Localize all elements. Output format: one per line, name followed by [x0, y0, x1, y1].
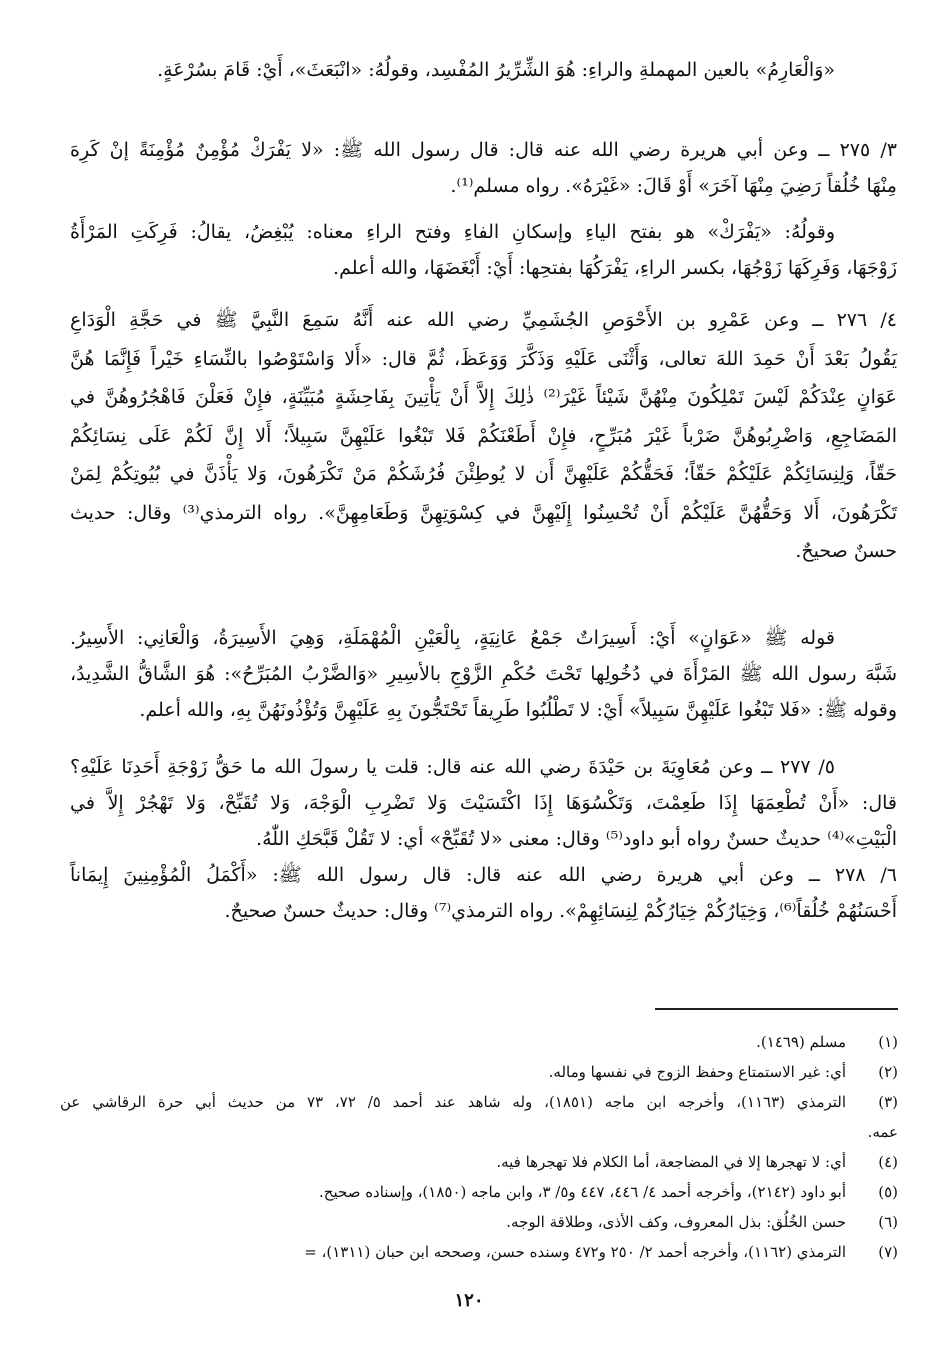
- footnote-number: (٦): [878, 1213, 898, 1231]
- paragraph: [70, 301, 897, 571]
- paragraph: [70, 620, 897, 728]
- text-line: يَقُولُ بَعْدَ أَنْ حَمِدَ اللهَ تعالى، وَأَثْنَى عَلَيْهِ وَذَكَّرَ وَوَعَظَ، ثُمَّ قال: «أَلا وَاسْتَوْصُوا بالنِّسَاءِ خَيْراً فَإِنَّمَا هُنَّ: [70, 347, 897, 370]
- text-line: ٣/ ٢٧٥ ــ وعن أبي هريرة رضي الله عنه قال: قال رسول الله ﷺ: «لا يَفْرَكْ مُؤْمِنٌ مُؤْمِنَةً إنْ كَرِهَ: [70, 139, 897, 161]
- text-line: ٤/ ٢٧٦ ــ وعن عَمْرِو بن الأَحْوَصِ الجُشَمِيِّ رضي الله عنه أَنَّهُ سَمِعَ النَّبِيَّ ﷺ في حَجَّةِ الْوَدَاعِ: [70, 309, 897, 331]
- paragraph: [70, 214, 897, 286]
- footnote-text: أي: لا تهجرها إلا في المضاجعة، أما الكلام فلا تهجرها فيه.: [496, 1153, 846, 1171]
- footnote-text: عمه.: [867, 1123, 898, 1141]
- text-line: ٥/ ٢٧٧ ــ وعن مُعَاوِيَةَ بن حَيْدَةَ رضي الله عنه قال: قلت يا رسولَ الله ما حَقُّ زَوْجَةِ أَحَدِنَا عَلَيْهِ؟: [70, 756, 835, 778]
- text-line: تَكْرَهُونَ، أَلا وَحَقُّهُنَّ عَلَيْكُمْ أَنْ تُحْسِنُوا إِلَيْهِنَّ في كِسْوَتِهِنَّ وَطَعَامِهِنَّ». رواه الترمذي⁽³⁾ وقال: حديث: [70, 501, 897, 524]
- footnote: [60, 1027, 898, 1057]
- footnote: [60, 1177, 898, 1207]
- text-line: حسنٌ صحيحٌ.: [795, 540, 897, 562]
- footnote-number: (٥): [878, 1183, 898, 1201]
- footnote-text: أبو داود (٢١٤٢)، وأخرجه أحمد ٤/ ٤٤٦، ٤٤٧ و٥/ ٣، وابن ماجه (١٨٥٠)، وإسناده صحيح.: [319, 1183, 846, 1201]
- footnote-text: الترمذي (١١٦٣)، وأخرجه ابن ماجه (١٨٥١)، وله شاهد عند أحمد ٥/ ٧٢، ٧٣ من حديث أبي حرة الرقاشي عن: [60, 1093, 847, 1111]
- footnote-text: أي: غير الاستمتاع وحفظ الزوج في نفسها وماله.: [548, 1063, 846, 1081]
- text-line: مِنْهَا خُلُقاً رَضِيَ مِنْهَا آخَرَ» أَوْ قَالَ: «غَيْرَهُ». رواه مسلم⁽¹⁾.: [450, 175, 897, 197]
- footnote-number: (١): [878, 1033, 898, 1051]
- text-line: «وَالْعَارِمُ» بالعين المهملةِ والراءِ: هُوَ الشِّرِّيرُ المُفْسِد، وقولُهُ: «انْبَعَثَ»، أَيْ: قَامَ بسُرْعَةٍ.: [157, 59, 835, 81]
- footnote-number: (٧): [878, 1243, 898, 1261]
- text-line: الْبَيْتِ»⁽⁴⁾ حديثٌ حسنٌ رواه أبو داود⁽⁵⁾ وقال: معنى «لا تُقَبِّحْ» أي: لا تَقُلْ قَبَّحَكِ اللّٰهُ.: [256, 828, 897, 850]
- paragraph: [70, 52, 897, 88]
- footnotes: [60, 1027, 898, 1267]
- footnote: [60, 1087, 898, 1117]
- footnote: [60, 1237, 898, 1267]
- paragraph: [70, 857, 897, 929]
- footnote-number: (٣): [878, 1093, 898, 1111]
- text-line: زَوْجَهَا، وَفَرِكَهَا زَوْجُهَا، بكسر الراءِ، يَفْرَكُهَا بفتحِها: أَيْ: أَبْغَضَهَا، والله أعلم.: [333, 257, 897, 279]
- text-line: وقوله ﷺ: «فَلا تَبْغُوا عَلَيْهِنَّ سَبِيلاً» أَيْ: لا تَطْلُبُوا طَرِيقاً تَحْتَجُّونَ بِهِ عَلَيْهِنَّ وَتُؤْذُونَهُنَّ بِهِ، والله أعلم.: [139, 699, 897, 721]
- text-line: ٦/ ٢٧٨ ــ وعن أبي هريرة رضي الله عنه قال: قال رسول الله ﷺ: «أَكْمَلُ الْمُؤْمِنِينَ إِيمَاناً: [70, 864, 897, 886]
- text-line: عَوَانٍ عِنْدَكُمْ لَيْسَ تَمْلِكُونَ مِنْهُنَّ شَيْئاً غَيْرَ⁽²⁾ ذٰلِكَ إِلاَّ أَنْ يَأْتِينَ بِفَاحِشَةٍ مُبَيِّنَةٍ، فإِنْ فَعَلْنَ فَاهْجُرُوهُنَّ في: [70, 386, 897, 408]
- text-line: حَقّاً، وَلِنِسَائِكُمْ عَلَيْكُمْ حَقّاً؛ فَحَقُّكُمْ عَلَيْهِنَّ أَن لا يُوطِئْنَ فُرُشَكُمْ مَنْ تَكْرَهُونَ، وَلا يَأْذَنَّ في بُيُوتِكُمْ لِمَنْ: [70, 463, 897, 485]
- text-line: وقولُهُ: «يَفْرَكْ» هو بفتح الياءِ وإسكانِ الفاءِ وفتح الراءِ معناه: يُبْغِضُ، يقالُ: فَرِكَتِ المَرْأَةُ: [70, 221, 835, 243]
- paragraph: [70, 132, 897, 204]
- page-number: ١٢٠: [454, 1290, 484, 1311]
- footnote-separator: [655, 1008, 898, 1010]
- footnote-text: مسلم (١٤٦٩).: [756, 1033, 846, 1051]
- footnote: [60, 1117, 898, 1147]
- footnote: [60, 1207, 898, 1237]
- footnote: [60, 1147, 898, 1177]
- text-line: أَحْسَنُهُمْ خُلُقاً⁽⁶⁾، وَخِيَارُكُمْ خِيَارُكُمْ لِنِسَائِهِمْ». رواه الترمذي⁽⁷⁾ وقال: حديثٌ حسنٌ صحيحٌ.: [224, 900, 897, 922]
- text-line: شَبَّهَ رسول الله ﷺ المَرْأَةَ في دُخُولِها تَحْتَ حُكْمِ الزَّوْجِ بالأسِيرِ «وَالضَّرْبُ المُبَرِّحُ»: هُوَ الشَّاقُّ الشَّدِيدُ،: [70, 663, 897, 685]
- text-line: قال: «أَنْ تُطْعِمَهَا إِذَا طَعِمْتَ، وَتَكْسُوَهَا إِذَا اكْتَسَيْتَ وَلا تَضْرِبِ الْوَجْهَ، وَلا تُقَبِّحْ، وَلا تَهْجُرْ إِلاَّ في: [70, 792, 897, 814]
- text-line: المَضَاجِعِ، وَاضْرِبُوهُنَّ ضَرْباً غَيْرَ مُبَرِّحٍ، فإِنْ أَطَعْنَكُمْ فَلا تَبْغُوا عَلَيْهِنَّ سَبِيلاً؛ أَلا إِنَّ لَكُمْ عَلَى نِسَائِكُمْ: [70, 424, 897, 447]
- paragraph: [70, 749, 897, 857]
- footnote-number: (٤): [878, 1153, 898, 1171]
- footnote-text: الترمذي (١١٦٢)، وأخرجه أحمد ٢/ ٢٥٠ و٤٧٢ وسنده حسن، وصححه ابن حبان (١٣١١)، =: [304, 1243, 846, 1261]
- text-line: قوله ﷺ «عَوَانٍ» أَيْ: أَسِيرَاتٌ جَمْعُ عَانِيَةٍ، بِالْعَيْنِ الْمُهْمَلَةِ، وَهِيَ الأَسِيرَةُ، وَالْعَانِي: الأَسِيرُ.: [70, 627, 835, 649]
- footnote-text: حسن الخُلُق: بذل المعروف، وكف الأذى، وطلاقة الوجه.: [506, 1213, 846, 1231]
- footnote: [60, 1057, 898, 1087]
- footnote-number: (٢): [878, 1063, 898, 1081]
